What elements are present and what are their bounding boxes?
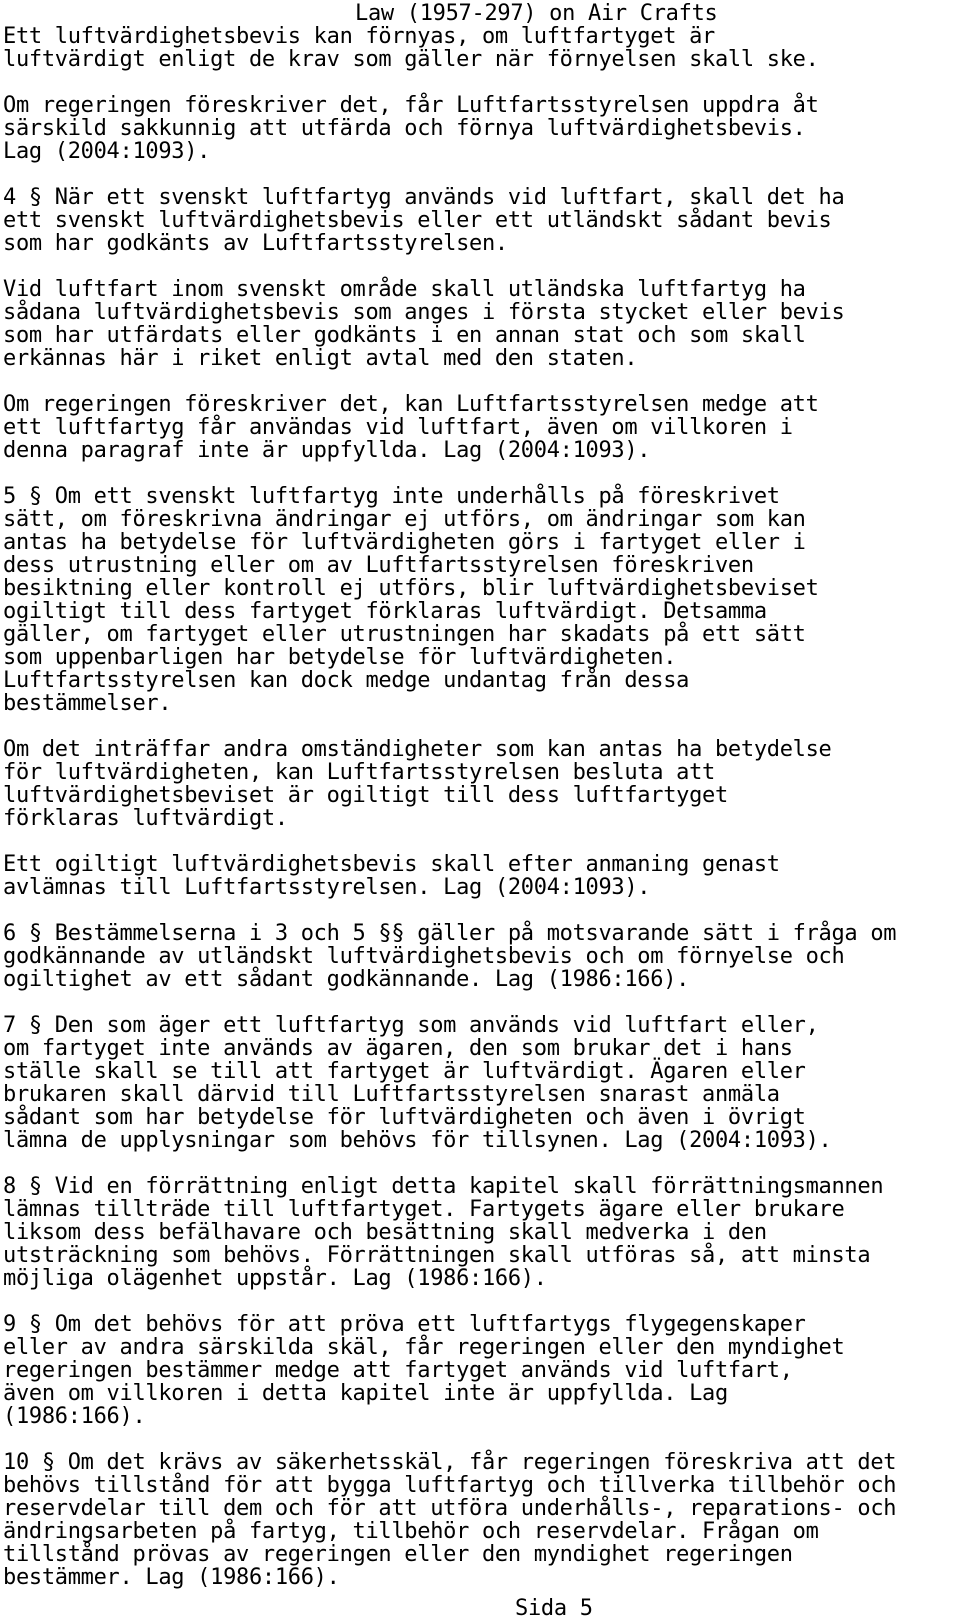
paragraph bbox=[3, 1313, 957, 1428]
text-line: förklaras luftvärdigt. bbox=[3, 806, 288, 831]
paragraph bbox=[3, 25, 957, 71]
document-page bbox=[3, 2, 957, 1612]
paragraph bbox=[3, 393, 957, 462]
text-line: Om det inträffar andra omständigheter som kan antas ha betydelse bbox=[3, 737, 832, 762]
text-line: sätt, om föreskrivna ändringar ej utförs, om ändringar som kan bbox=[3, 507, 806, 532]
text-line: bestämmelser. bbox=[3, 691, 172, 716]
text-line: ställe skall se till att fartyget är luftvärdigt. Ägaren eller bbox=[3, 1059, 806, 1084]
text-line: som har utfärdats eller godkänts i en annan stat och som skall bbox=[3, 323, 806, 348]
text-line: Luftfartsstyrelsen kan dock medge undantag från dessa bbox=[3, 668, 690, 693]
text-line: tillstånd prövas av regeringen eller den myndighet regeringen bbox=[3, 1542, 793, 1567]
text-line: erkännas här i riket enligt avtal med den staten. bbox=[3, 346, 638, 371]
paragraph bbox=[3, 1451, 957, 1589]
text-line: dess utrustning eller om av Luftfartsstyrelsen föreskriven bbox=[3, 553, 754, 578]
text-line: avlämnas till Luftfartsstyrelsen. Lag (2004:1093). bbox=[3, 875, 651, 900]
text-line: (1986:166). bbox=[3, 1404, 146, 1429]
text-line: besiktning eller kontroll ej utförs, blir luftvärdighetsbeviset bbox=[3, 576, 819, 601]
text-line: 5 § Om ett svenskt luftfartyg inte underhålls på föreskrivet bbox=[3, 484, 780, 509]
text-line: möjliga olägenhet uppstår. Lag (1986:166). bbox=[3, 1266, 547, 1291]
text-line: luftvärdigt enligt de krav som gäller när förnyelsen skall ske. bbox=[3, 47, 819, 72]
text-line: utsträckning som behövs. Förrättningen skall utföras så, att minsta bbox=[3, 1243, 871, 1268]
text-line: ogiltigt till dess fartyget förklaras luftvärdigt. Detsamma bbox=[3, 599, 767, 624]
text-line: godkännande av utländskt luftvärdighetsbevis och om förnyelse och bbox=[3, 944, 845, 969]
text-line: luftvärdighetsbeviset är ogiltigt till dess luftfartyget bbox=[3, 783, 728, 808]
text-line: Ett luftvärdighetsbevis kan förnyas, om luftfartyget är bbox=[3, 24, 715, 49]
paragraph bbox=[3, 94, 957, 163]
text-line: antas ha betydelse för luftvärdigheten görs i fartyget eller i bbox=[3, 530, 806, 555]
text-line: sådana luftvärdighetsbevis som anges i första stycket eller bevis bbox=[3, 300, 845, 325]
page-header: Law (1957-297) on Air Crafts bbox=[355, 1, 718, 26]
text-line: 4 § När ett svenskt luftfartyg används vid luftfart, skall det ha bbox=[3, 185, 845, 210]
text-line: lämna de upplysningar som behövs för tillsynen. Lag (2004:1093). bbox=[3, 1128, 832, 1153]
text-line: som uppenbarligen har betydelse för luftvärdigheten. bbox=[3, 645, 677, 670]
text-line: 8 § Vid en förrättning enligt detta kapitel skall förrättningsmannen bbox=[3, 1174, 884, 1199]
text-line: sådant som har betydelse för luftvärdigheten och även i övrigt bbox=[3, 1105, 806, 1130]
text-line: även om villkoren i detta kapitel inte är uppfyllda. Lag bbox=[3, 1381, 728, 1406]
text-line: eller av andra särskilda skäl, får regeringen eller den myndighet bbox=[3, 1335, 845, 1360]
text-line: brukaren skall därvid till Luftfartsstyrelsen snarast anmäla bbox=[3, 1082, 780, 1107]
text-line: för luftvärdigheten, kan Luftfartsstyrelsen besluta att bbox=[3, 760, 715, 785]
document-body bbox=[3, 25, 957, 1589]
text-line: behövs tillstånd för att bygga luftfartyg och tillverka tillbehör och bbox=[3, 1473, 897, 1498]
paragraph bbox=[3, 485, 957, 715]
paragraph bbox=[3, 1175, 957, 1290]
text-line: denna paragraf inte är uppfyllda. Lag (2004:1093). bbox=[3, 438, 651, 463]
text-line: 7 § Den som äger ett luftfartyg som används vid luftfart eller, bbox=[3, 1013, 819, 1038]
text-line: gäller, om fartyget eller utrustningen har skadats på ett sätt bbox=[3, 622, 806, 647]
text-line: 6 § Bestämmelserna i 3 och 5 §§ gäller på motsvarande sätt i fråga om bbox=[3, 921, 897, 946]
paragraph bbox=[3, 186, 957, 255]
text-line: Om regeringen föreskriver det, kan Luftfartsstyrelsen medge att bbox=[3, 392, 819, 417]
text-line: ett luftfartyg får användas vid luftfart, även om villkoren i bbox=[3, 415, 793, 440]
text-line: bestämmer. Lag (1986:166). bbox=[3, 1565, 340, 1590]
paragraph bbox=[3, 1014, 957, 1152]
text-line: reservdelar till dem och för att utföra underhålls-, reparations- och bbox=[3, 1496, 897, 1521]
text-line: Lag (2004:1093). bbox=[3, 139, 211, 164]
page-number: Sida 5 bbox=[515, 1596, 593, 1621]
text-line: liksom dess befälhavare och besättning skall medverka i den bbox=[3, 1220, 767, 1245]
text-line: särskild sakkunnig att utfärda och förnya luftvärdighetsbevis. bbox=[3, 116, 806, 141]
text-line: regeringen bestämmer medge att fartyget används vid luftfart, bbox=[3, 1358, 793, 1383]
text-line: 9 § Om det behövs för att pröva ett luftfartygs flygegenskaper bbox=[3, 1312, 806, 1337]
text-line: Vid luftfart inom svenskt område skall utländska luftfartyg ha bbox=[3, 277, 806, 302]
paragraph bbox=[3, 853, 957, 899]
paragraph bbox=[3, 922, 957, 991]
text-line: som har godkänts av Luftfartsstyrelsen. bbox=[3, 231, 508, 256]
text-line: Ett ogiltigt luftvärdighetsbevis skall efter anmaning genast bbox=[3, 852, 780, 877]
text-line: ett svenskt luftvärdighetsbevis eller ett utländskt sådant bevis bbox=[3, 208, 832, 233]
text-line: ändringsarbeten på fartyg, tillbehör och reservdelar. Frågan om bbox=[3, 1519, 819, 1544]
paragraph bbox=[3, 278, 957, 370]
text-line: 10 § Om det krävs av säkerhetsskäl, får regeringen föreskriva att det bbox=[3, 1450, 897, 1475]
paragraph bbox=[3, 738, 957, 830]
text-line: lämnas tillträde till luftfartyget. Fartygets ägare eller brukare bbox=[3, 1197, 845, 1222]
text-line: om fartyget inte används av ägaren, den som brukar det i hans bbox=[3, 1036, 793, 1061]
text-line: Om regeringen föreskriver det, får Luftfartsstyrelsen uppdra åt bbox=[3, 93, 819, 118]
text-line: ogiltighet av ett sådant godkännande. Lag (1986:166). bbox=[3, 967, 690, 992]
